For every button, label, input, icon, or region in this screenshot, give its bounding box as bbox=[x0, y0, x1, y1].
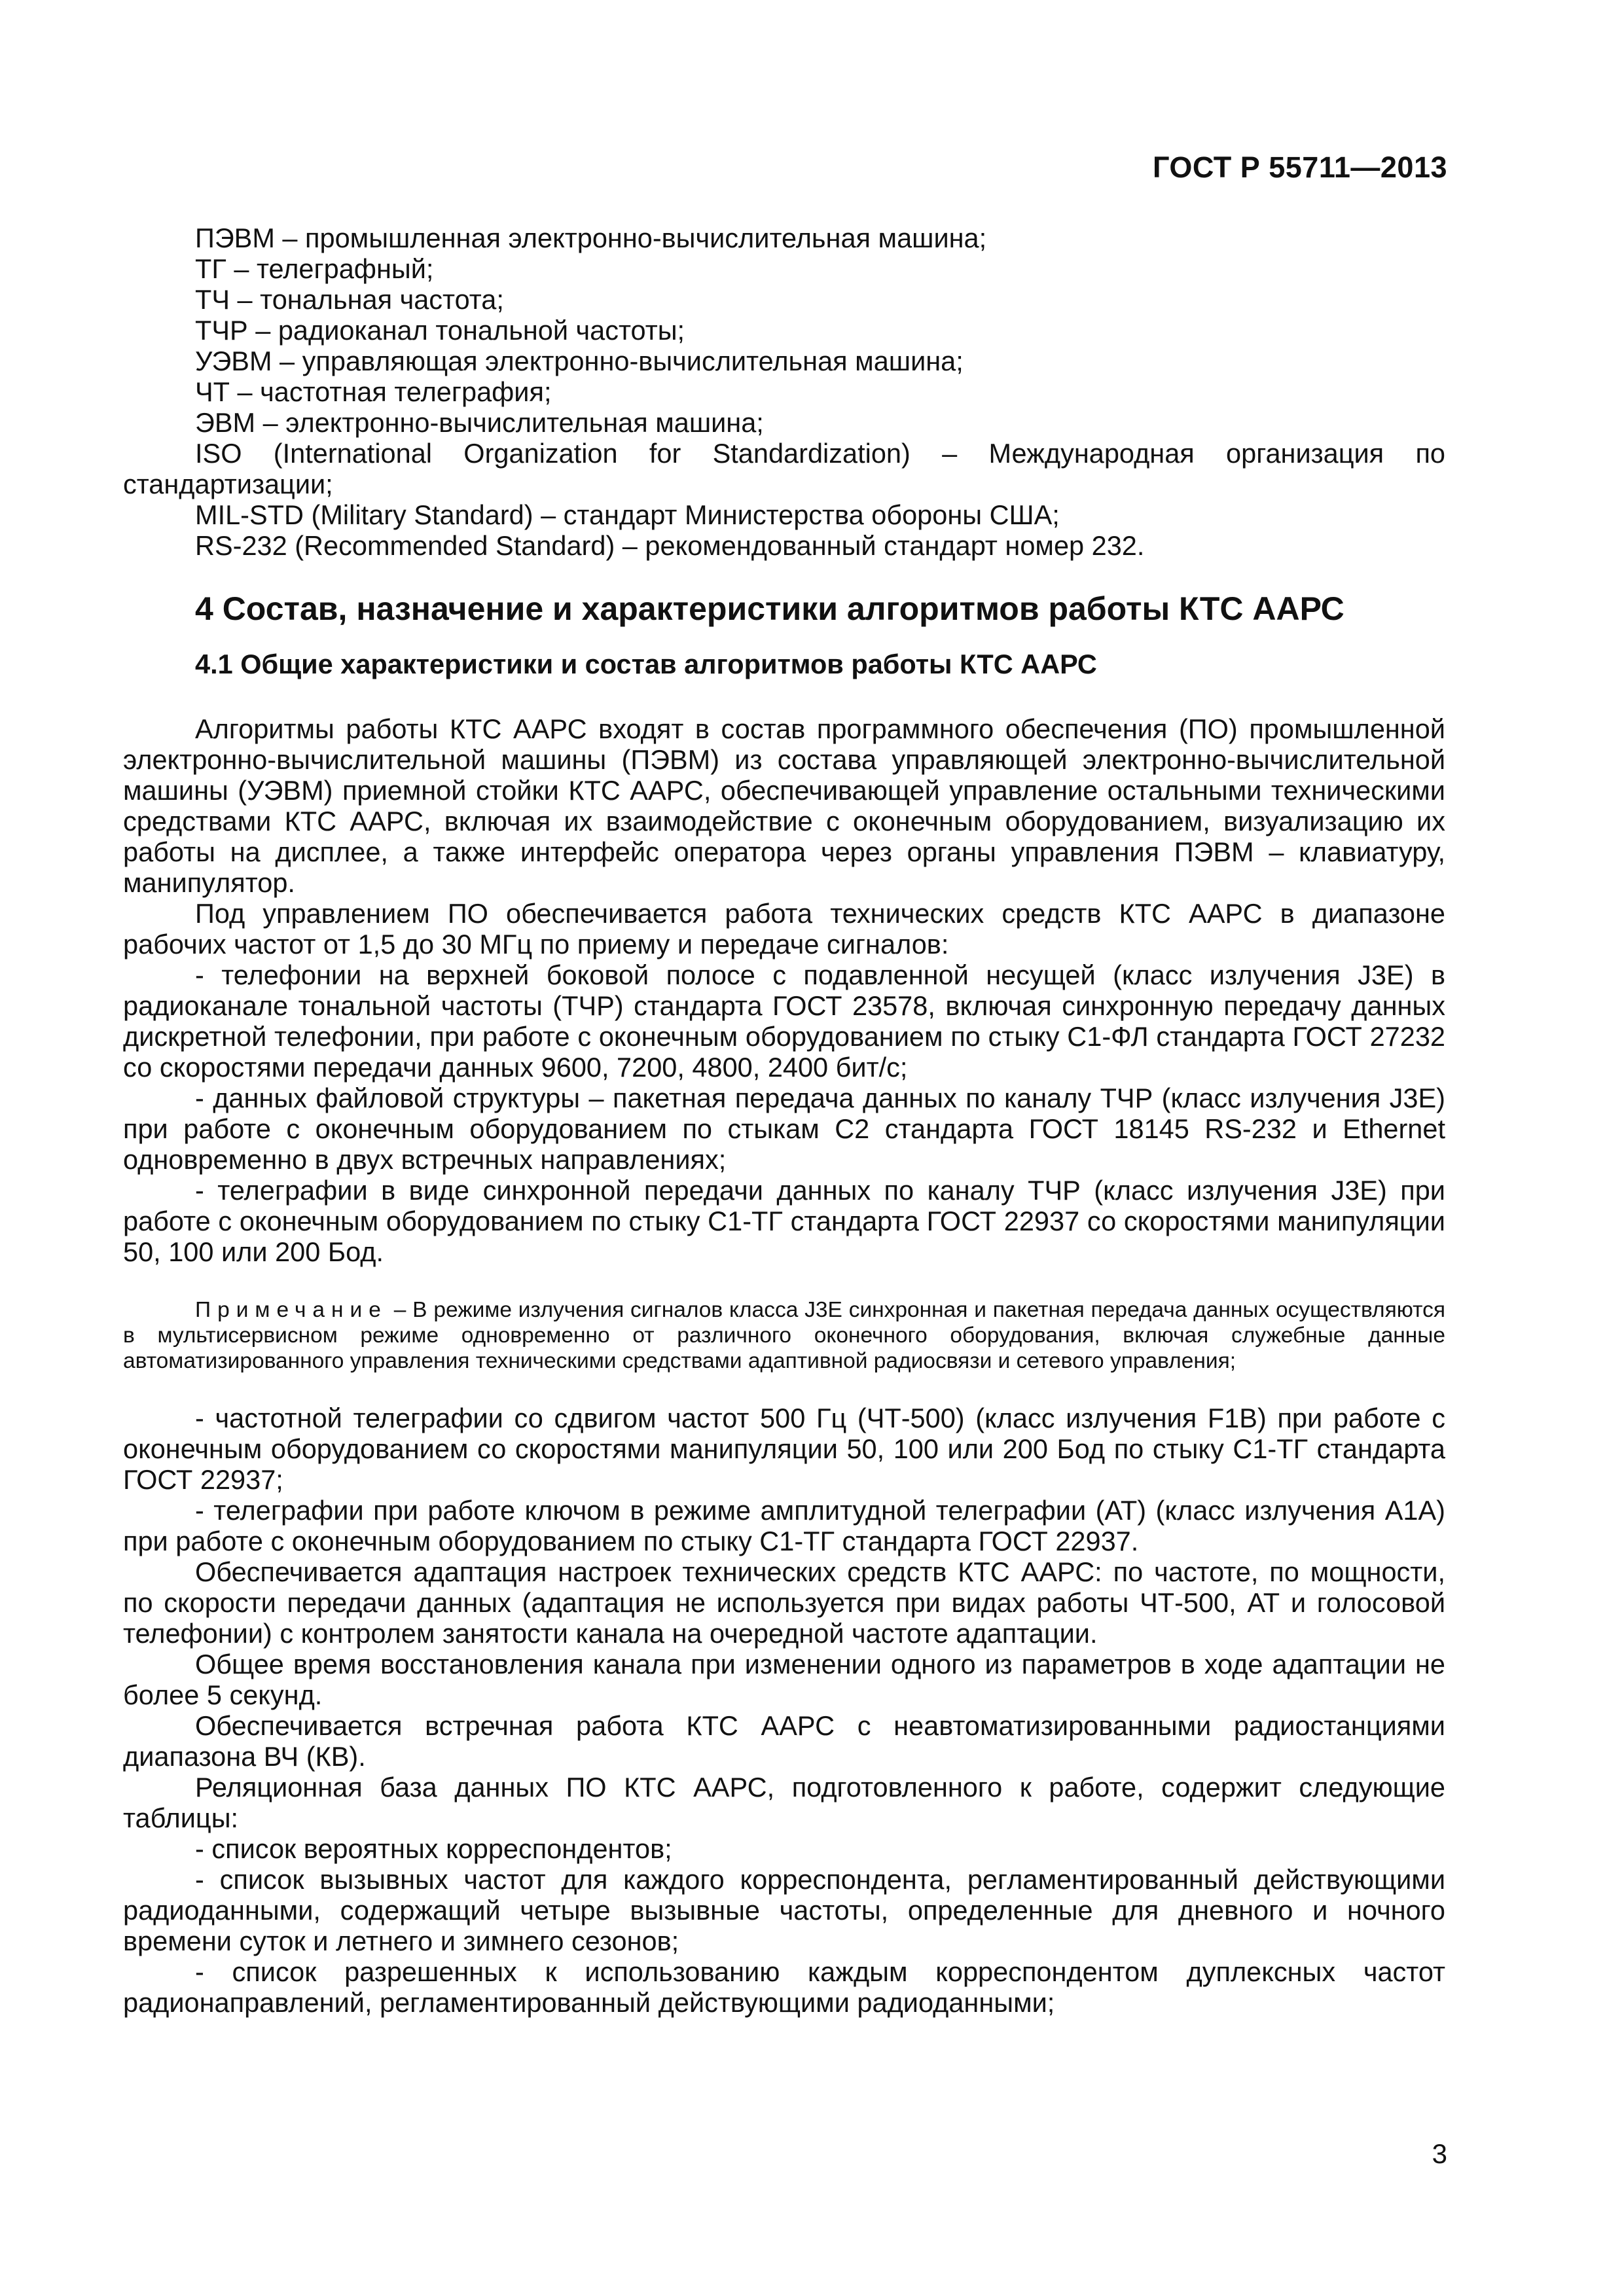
abbreviation-item: ПЭВМ – промышленная электронно-вычислительная машина; bbox=[195, 223, 987, 253]
note bbox=[123, 1297, 1445, 1374]
section-title: 4 Состав, назначение и характеристики алгоритмов работы КТС ААРС bbox=[195, 590, 1344, 627]
list-item: - данных файловой структуры – пакетная передача данных по каналу ТЧР (класс излучения J3E) при работе с оконечным оборудованием по стыкам С2 стандарта ГОСТ 18145 RS-232 и Ethernet одновременно в двух встречных направлениях; bbox=[123, 1083, 1445, 1175]
subsection-title: 4.1 Общие характеристики и состав алгоритмов работы КТС ААРС bbox=[195, 649, 1097, 679]
abbreviation-item: RS-232 (Recommended Standard) – рекомендованный стандарт номер 232. bbox=[195, 530, 1145, 561]
list-item: - телеграфии в виде синхронной передачи данных по каналу ТЧР (класс излучения J3E) при работе с оконечным оборудованием по стыку С1-ТГ стандарта ГОСТ 22937 со скоростями манипуляции 50, 100 или 200 Бод. bbox=[123, 1175, 1445, 1267]
abbreviation-item: ТГ – телеграфный; bbox=[195, 253, 434, 284]
abbreviation-item: УЭВМ – управляющая электронно-вычислительная машина; bbox=[195, 346, 964, 376]
note-label: Примечание bbox=[195, 1298, 388, 1322]
body-text bbox=[123, 713, 1445, 2018]
list-item: - список вероятных корреспондентов; bbox=[195, 1833, 672, 1864]
paragraph: Обеспечивается встречная работа КТС ААРС с неавтоматизированными радиостанциями диапазона ВЧ (КВ). bbox=[123, 1710, 1445, 1772]
paragraph: Общее время восстановления канала при изменении одного из параметров в ходе адаптации не более 5 секунд. bbox=[123, 1649, 1445, 1710]
abbreviation-item: ЭВМ – электронно-вычислительная машина; bbox=[195, 407, 764, 438]
abbreviation-item: ТЧ – тональная частота; bbox=[195, 284, 504, 315]
list-item: - список вызывных частот для каждого корреспондента, регламентированный действующими радиоданными, содержащий четыре вызывные частоты, определенные для дневного и ночного времени суток и летнего и зимнего сезонов; bbox=[123, 1864, 1445, 1956]
paragraph: Обеспечивается адаптация настроек технических средств КТС ААРС: по частоте, по мощности, по скорости передачи данных (адаптация не используется при видах работы ЧТ-500, АТ и голосовой телефонии) с контролем занятости канала на очередной частоте адаптации. bbox=[123, 1556, 1445, 1649]
list-item: - телефонии на верхней боковой полосе с подавленной несущей (класс излучения J3E) в радиоканале тональной частоты (ТЧР) стандарта ГОСТ 23578, включая синхронную передачу данных дискретной телефонии, при работе с оконечным оборудованием по стыку С1-ФЛ стандарта ГОСТ 27232 со скоростями передачи данных 9600, 7200, 4800, 2400 бит/с; bbox=[123, 960, 1445, 1083]
page-content bbox=[123, 223, 1445, 2018]
abbreviation-item: ISO (International Organization for Standardization) – Международная организация по стандартизации; bbox=[123, 438, 1445, 499]
paragraph: Реляционная база данных ПО КТС ААРС, подготовленного к работе, содержит следующие таблицы: bbox=[123, 1772, 1445, 1833]
page-number: 3 bbox=[1432, 2138, 1447, 2169]
list-item: - частотной телеграфии со сдвигом частот 500 Гц (ЧТ-500) (класс излучения F1B) при работе с оконечным оборудованием со скоростями манипуляции 50, 100 или 200 Бод по стыку С1-ТГ стандарта ГОСТ 22937; bbox=[123, 1403, 1445, 1495]
list-item: - телеграфии при работе ключом в режиме амплитудной телеграфии (АТ) (класс излучения А1А) при работе с оконечным оборудованием по стыку С1-ТГ стандарта ГОСТ 22937. bbox=[123, 1495, 1445, 1556]
abbreviation-item: ЧТ – частотная телеграфия; bbox=[195, 376, 552, 407]
paragraph: Алгоритмы работы КТС ААРС входят в состав программного обеспечения (ПО) промышленной электронно-вычислительной машины (ПЭВМ) из состава управляющей электронно-вычислительной машины (УЭВМ) приемной стойки КТС ААРС, обеспечивающей управление остальными техническими средствами КТС ААРС, включая их взаимодействие с оконечным оборудованием, визуализацию их работы на дисплее, а также интерфейс оператора через органы управления ПЭВМ – клавиатуру, манипулятор. bbox=[123, 713, 1445, 898]
abbreviation-item: ТЧР – радиоканал тональной частоты; bbox=[195, 315, 685, 346]
abbreviation-list bbox=[123, 223, 1445, 561]
list-item: - список разрешенных к использованию каждым корреспондентом дуплексных частот радионаправлений, регламентированный действующими радиоданными; bbox=[123, 1956, 1445, 2018]
paragraph: Под управлением ПО обеспечивается работа технических средств КТС ААРС в диапазоне рабочих частот от 1,5 до 30 МГц по приему и передаче сигналов: bbox=[123, 898, 1445, 960]
abbreviation-item: MIL-STD (Military Standard) – стандарт Министерства обороны США; bbox=[195, 499, 1060, 530]
document-id-header: ГОСТ Р 55711—2013 bbox=[1152, 151, 1447, 184]
note-text: – В режиме излучения сигналов класса J3E синхронная и пакетная передача данных осуществляются в мультисервисном режиме одновременно от различного оконечного оборудования, включая служебные данные автоматизированного управления техническими средствами адаптивной радиосвязи и сетевого управления; bbox=[123, 1298, 1445, 1373]
